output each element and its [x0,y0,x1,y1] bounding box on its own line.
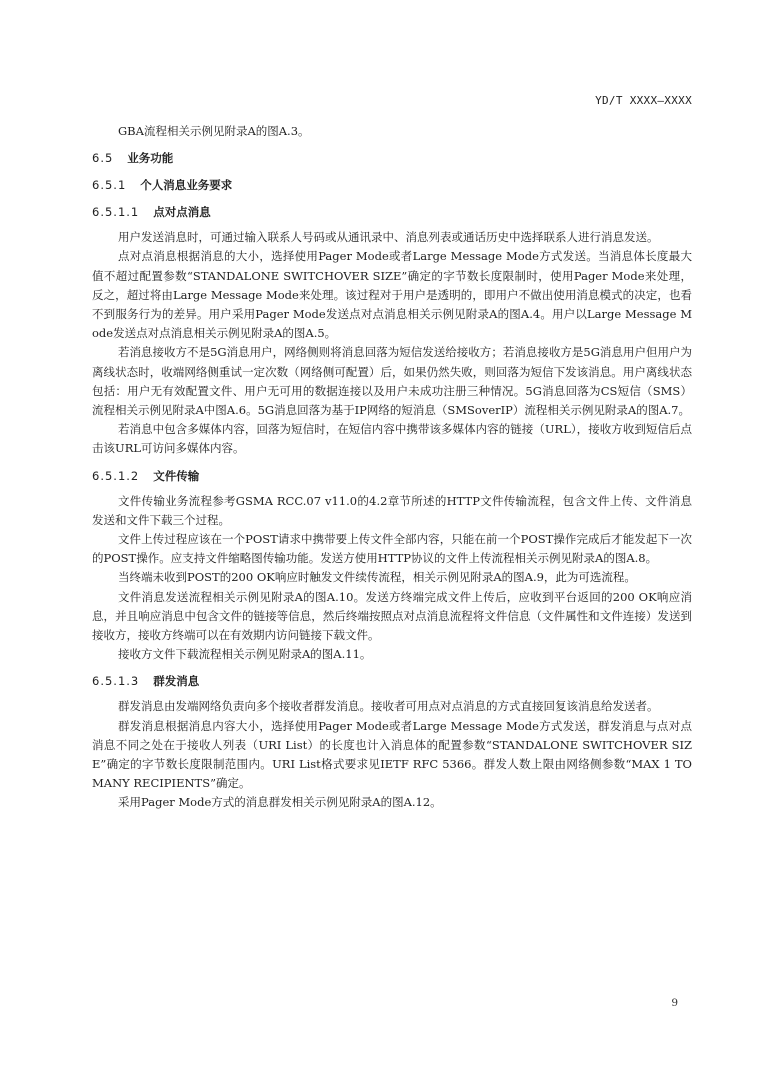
section-heading [92,467,692,486]
section-heading [92,672,692,691]
paragraph: 文件消息发送流程相关示例见附录A的图A.10。发送方终端完成文件上传后，应收到平台返回的200 OK响应消息，并且响应消息中包含文件的链接等信息，然后终端按照点对点消息流程将文件信息（文件属性和文件连接）发送到接收方，接收方终端可以在有效期内访问链接下载文件。 [92,589,692,643]
doc-code: YD/T XXXX—XXXX [595,94,692,107]
section-number: 6.5.1.2 [92,468,140,483]
section-title: 群发消息 [153,674,200,689]
section-heading [92,203,692,222]
paragraph: 文件上传过程应该在一个POST请求中携带要上传文件全部内容，只能在前一个POST操作完成后才能发起下一次的POST操作。应支持文件缩略图传输功能。发送方使用HTTP协议的文件上传流程相关示例见附录A的图A.8。 [92,532,692,566]
paragraph: 文件传输业务流程参考GSMA RCC.07 v11.0的4.2章节所述的HTTP文件传输流程，包含文件上传、文件消息发送和文件下载三个过程。 [92,493,692,527]
section-title: 点对点消息 [153,205,211,220]
paragraph: 若消息接收方不是5G消息用户，网络侧则将消息回落为短信发送给接收方；若消息接收方是5G消息用户但用户为离线状态时，收端网络侧重试一定次数（网络侧可配置）后，如果仍然失败，则回落为短信下发该消息。用户离线状态包括：用户无有效配置文件、用户无可用的数据连接以及用户未成功注册三种情况。5G消息回落为CS短信（SMS）流程相关示例见附录A中图A.6。5G消息回落为基于IP网络的短消息（SMSoverIP）流程相关示例见附录A的图A.7。 [92,345,692,418]
section-number: 6.5 [92,151,114,166]
document-body [92,122,692,813]
paragraph: 群发消息根据消息内容大小，选择使用Pager Mode或者Large Message Mode方式发送，群发消息与点对点消息不同之处在于接收人列表（URI List）的长度也计入消息体的配置参数“STANDALONE SWITCHOVER SIZE”确定的字节数长度限制范围内。URI List格式要求见IETF RFC 5366。群发人数上限由网络侧参数“MAX 1 TO MANY RECIPIENTS”确定。 [92,718,692,791]
paragraph: 若消息中包含多媒体内容，回落为短信时，在短信内容中携带该多媒体内容的链接（URL），接收方收到短信后点击该URL可访问多媒体内容。 [92,422,692,456]
section-heading [92,176,692,195]
section-title: 文件传输 [153,468,200,483]
paragraph: 接收方文件下载流程相关示例见附录A的图A.11。 [118,647,372,662]
paragraph: 采用Pager Mode方式的消息群发相关示例见附录A的图A.12。 [118,795,442,810]
paragraph: 当终端未收到POST的200 OK响应时触发文件续传流程，相关示例见附录A的图A.9，此为可选流程。 [118,570,636,585]
section-title: 业务功能 [127,151,174,166]
paragraph: 群发消息由发端网络负责向多个接收者群发消息。接收者可用点对点消息的方式直接回复该消息给发送者。 [118,699,659,714]
section-number: 6.5.1.1 [92,205,140,220]
section-heading [92,149,692,168]
paragraph: 用户发送消息时，可通过输入联系人号码或从通讯录中、消息列表或通话历史中选择联系人进行消息发送。 [118,230,659,245]
section-title: 个人消息业务要求 [140,178,233,193]
section-number: 6.5.1.3 [92,674,140,689]
paragraph: GBA流程相关示例见附录A的图A.3。 [118,124,310,138]
section-number: 6.5.1 [92,178,127,193]
page-number: 9 [671,997,678,1009]
paragraph: 点对点消息根据消息的大小，选择使用Pager Mode或者Large Message Mode方式发送。当消息体长度最大值不超过配置参数“STANDALONE SWITCHOVER SIZE”确定的字节数长度限制时，使用Pager Mode来处理，反之，超过将由Large Message Mode来处理。该过程对于用户是透明的，即用户不做出使用消息模式的决定，也看不到服务行为的差异。用户采用Pager Mode发送点对点消息相关示例见附录A的图A.4。用户以Large Message Mode发送点对点消息相关示例见附录A的图A.5。 [92,249,692,341]
